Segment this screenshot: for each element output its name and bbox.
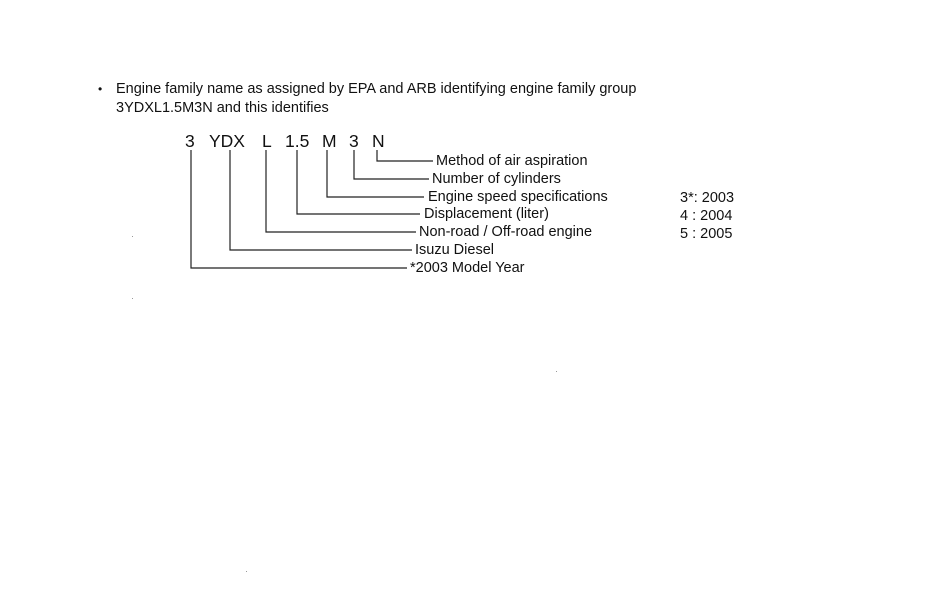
code-segment-displacement: 1.5: [285, 131, 310, 151]
intro-line-2: 3YDXL1.5M3N and this identifies: [116, 100, 329, 116]
code-segment-model-year: 3: [185, 131, 195, 151]
leader-line-engine-type: [266, 150, 416, 232]
scan-speck: [556, 371, 557, 372]
desc-number-of-cylinders: Number of cylinders: [432, 171, 561, 187]
intro-line-1: Engine family name as assigned by EPA and ARB identifying engine family group: [116, 81, 637, 97]
desc-model-year: *2003 Model Year: [410, 260, 525, 276]
desc-displacement: Displacement (liter): [424, 206, 549, 222]
code-segment-engine-type: L: [262, 131, 272, 151]
desc-engine-speed-spec: Engine speed specifications: [428, 189, 608, 205]
leader-line-displacement: [297, 150, 420, 214]
year-code-4: 4 : 2004: [680, 208, 733, 224]
year-code-3: 3*: 2003: [680, 190, 735, 206]
desc-manufacturer: Isuzu Diesel: [415, 242, 494, 258]
bullet: •: [98, 82, 103, 96]
code-segment-aspiration: N: [372, 131, 385, 151]
leader-line-aspiration: [377, 150, 433, 161]
code-segment-cylinders: 3: [349, 131, 359, 151]
scan-speck: [132, 298, 133, 299]
year-code-5: 5 : 2005: [680, 226, 733, 242]
desc-air-aspiration: Method of air aspiration: [436, 153, 588, 169]
code-segment-manufacturer: YDX: [209, 131, 245, 151]
leader-line-speed-spec: [327, 150, 424, 197]
leader-line-manufacturer: [230, 150, 412, 250]
leader-line-cylinders: [354, 150, 429, 179]
desc-engine-type: Non-road / Off-road engine: [419, 224, 593, 240]
scan-speck: [246, 571, 247, 572]
code-segment-speed-spec: M: [322, 131, 337, 151]
scan-speck: [132, 236, 133, 237]
